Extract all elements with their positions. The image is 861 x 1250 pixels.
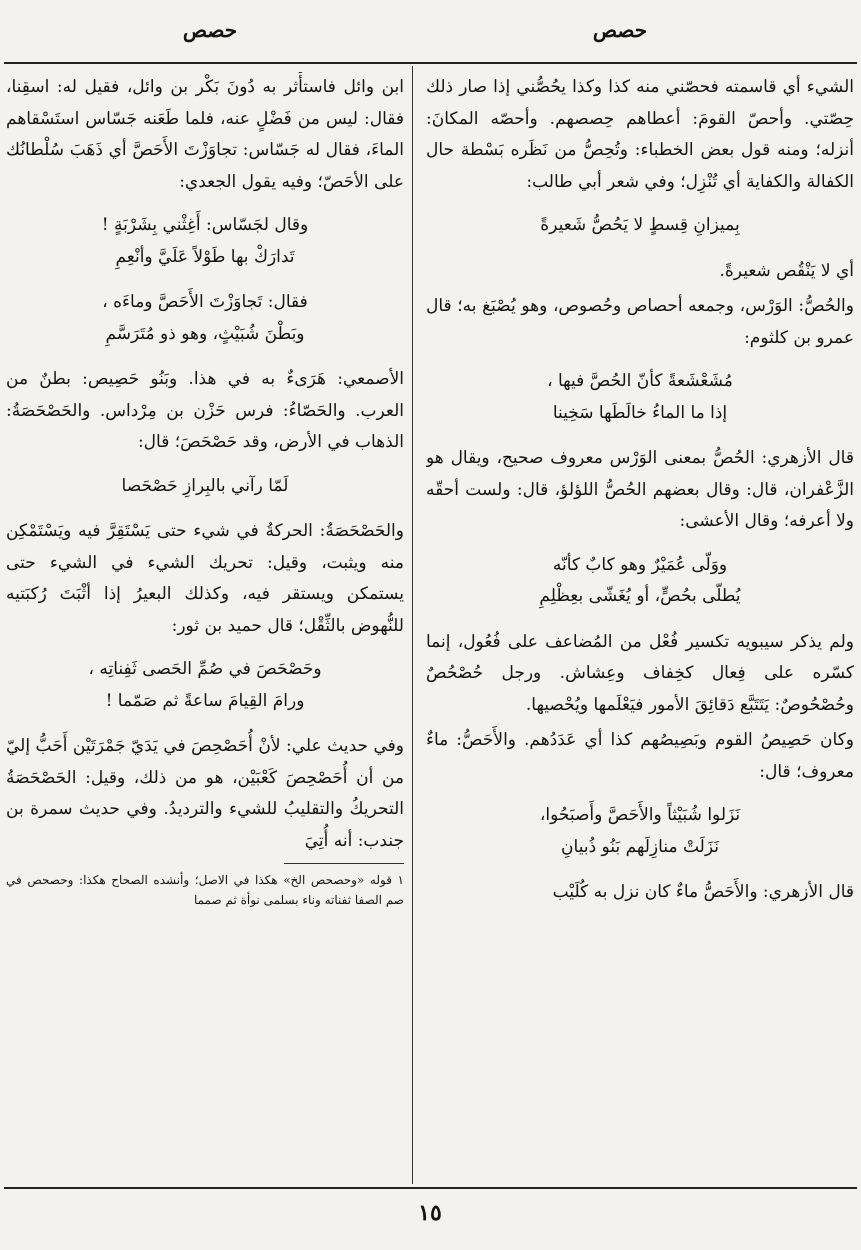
verse — [426, 366, 854, 429]
paragraph: وفي حديث علي: لأنْ أُحَصْحِصَ في يَدَيّ جَمْرَتَيْن أَحَبُّ إليّ من أن أُحَصْحِصَ كَعْبَيْن، هو من ذلك، وقيل: الحَصْحَصَةُ التحريكُ والتقليبُ للشيء والترديدُ. وفي حديث سمرة بن جندب: أنه أُتِيَ — [6, 736, 404, 851]
paragraph: ولم يذكر سيبويه تكسير فُعْل من المُضاعف على فُعُول، إنما كسّره على فِعال كخِفاف وعِشاش. ورجل حُصْحُصٌ وحُصْحُوصٌ: يَتَتَبَّع دَقائِقَ الأمور فيَعْلَمها ويُحْصيها. — [426, 631, 854, 715]
verse-line: نَزَلوا شُبَيْثاً والأَحَصَّ وأَصبَحُوا، — [539, 805, 741, 825]
bottom-rule — [4, 1187, 857, 1189]
paragraph: الشيء أي قاسمته فحصّني منه كذا وكذا يحُصُّني إذا صار ذلك حِصّتي. وأحصّ القومَ: أعطاهم حِصصهم. وأحصّه المكانَ: أنزله؛ ومنه قول بعض الخطباء: وتُحِصُّ من نَظَره بَسْطة حال الكفالة والكفاية أي تُنْزِل؛ وفي شعر أبي طالب: — [426, 77, 854, 192]
verse — [6, 210, 404, 273]
running-header-left: حصص — [182, 18, 238, 42]
verse-line: ووَلّى عُمَيْرٌ وهو كابٌ كأنّه — [552, 554, 728, 575]
paragraph: الأصمعي: هَرَىءٌ به في هذا. وبَنُو حَصِيص: بطنٌ من العرب. والحَصّاءُ: فرس حَزْن بن مِرْداس. والحَصْحَصَةُ: الذهاب في الأرض، وقد حَصْحَصَ؛ قال: — [6, 369, 404, 452]
footnote: ١ قوله «وحصحص الخ» هكذا في الاصل؛ وأنشده الصحاح هكذا: وحصحص في صم الصفا ثفناته وناء بسلمى نوأة ثم صمما — [6, 873, 404, 907]
paragraph: ابن وائل فاستأْثر به دُونَ بَكْر بن وائل، فقيل له: اسقِنا، فقال: ليس من فَضْلٍ عنه، فلما طَعَنه جَسّاس استَسْقاهم الماءَ، فقال له جَسّاس: تجاوَزْتَ الأَحَصَّ أي ذَهَبَ سُلْطانُك على الأحَصّ؛ وفيه يقول الجعدي: — [6, 77, 404, 192]
left-column — [6, 72, 404, 1184]
verse — [6, 471, 404, 503]
verse-line: لَمّا رآني بالبِرازِ حَصْحَصا — [121, 475, 289, 496]
verse — [426, 210, 854, 242]
running-header-right: حصص — [592, 18, 648, 42]
paragraph: وكان حَصِيصُ القوم وبَصِيصُهم كذا أي عَدَدُهم. والأَحَصُّ: ماءٌ معروف؛ قال: — [426, 730, 854, 782]
verse — [6, 287, 404, 350]
column-divider — [412, 66, 413, 1184]
verse-line: تَدارَكْ بها طَوْلاً عَلَيَّ وأنْعِمِ — [115, 246, 295, 267]
verse-line: إذا ما الماءُ خالَطَها سَخِينا — [552, 402, 728, 423]
paragraph: قال الأزهري: الحُصُّ بمعنى الوَرْس معروف صحيح، ويقال هو الزَّعْفران، قال: وقال بعضهم الحُصُّ اللؤلؤ، قال: ولست أحقّه ولا أعرفه؛ وقال الأعشى: — [426, 448, 854, 531]
verse-line: مُشَعْشَعةً كأنّ الحُصَّ فيها ، — [547, 371, 733, 391]
verse — [426, 550, 854, 613]
verse-line: فقال: تَجاوَزْتَ الأَحَصَّ وماءَه ، — [102, 292, 308, 312]
verse-line: يُطلّى بحُصٍّ، أو يُغَشّى بعِظْلِمِ — [539, 586, 741, 606]
verse-line: بِميزانِ قِسطٍ لا يَحُصُّ شَعيرةً — [540, 215, 740, 235]
verse — [426, 800, 854, 863]
page-number: ١٥ — [418, 1200, 442, 1226]
verse-line: وبَطْنَ شُبَيْثٍ، وهو ذو مُتَرَسَّمِ — [105, 323, 305, 344]
paragraph: قال الأزهري: والأَحَصُّ ماءٌ كان نزل به كُلَيْب — [552, 882, 854, 902]
top-rule — [4, 62, 857, 64]
right-column — [426, 72, 854, 1184]
verse — [6, 654, 404, 717]
verse-line: وحَصْحَصَ في صُمِّ الحَصى ثَفِناتِه ، — [88, 659, 322, 679]
paragraph: أي لا يَنْقُص شعيرةً. — [719, 260, 854, 281]
verse-line: وقال لجَسّاس: أَغِثْني بِشَرْبَةٍ ! — [101, 215, 309, 235]
paragraph: والحُصُّ: الوَرْس، وجمعه أحصاص وحُصوص، وهو يُصْبَغ به؛ قال عمرو بن كلثوم: — [426, 296, 854, 348]
verse-line: نَزَلَتْ منازِلَهم بَنُو ذُبيانِ — [561, 836, 719, 857]
verse-line: ورامَ القِيامَ ساعةً ثم صَمّما ! — [105, 690, 305, 711]
footnote-separator — [284, 863, 404, 864]
paragraph: والحَصْحَصَةُ: الحركةُ في شيء حتى يَسْتَقِرَّ فيه ويَسْتَمْكِن منه ويثبت، وقيل: تحريك الشيء في الشيء حتى يستمكن ويستقر فيه، وكذلك البعيرُ إذا أثْبَتَ رُكبَتيه للنُّهوض بالثِّقْل؛ قال حميد بن ثور: — [6, 521, 404, 636]
